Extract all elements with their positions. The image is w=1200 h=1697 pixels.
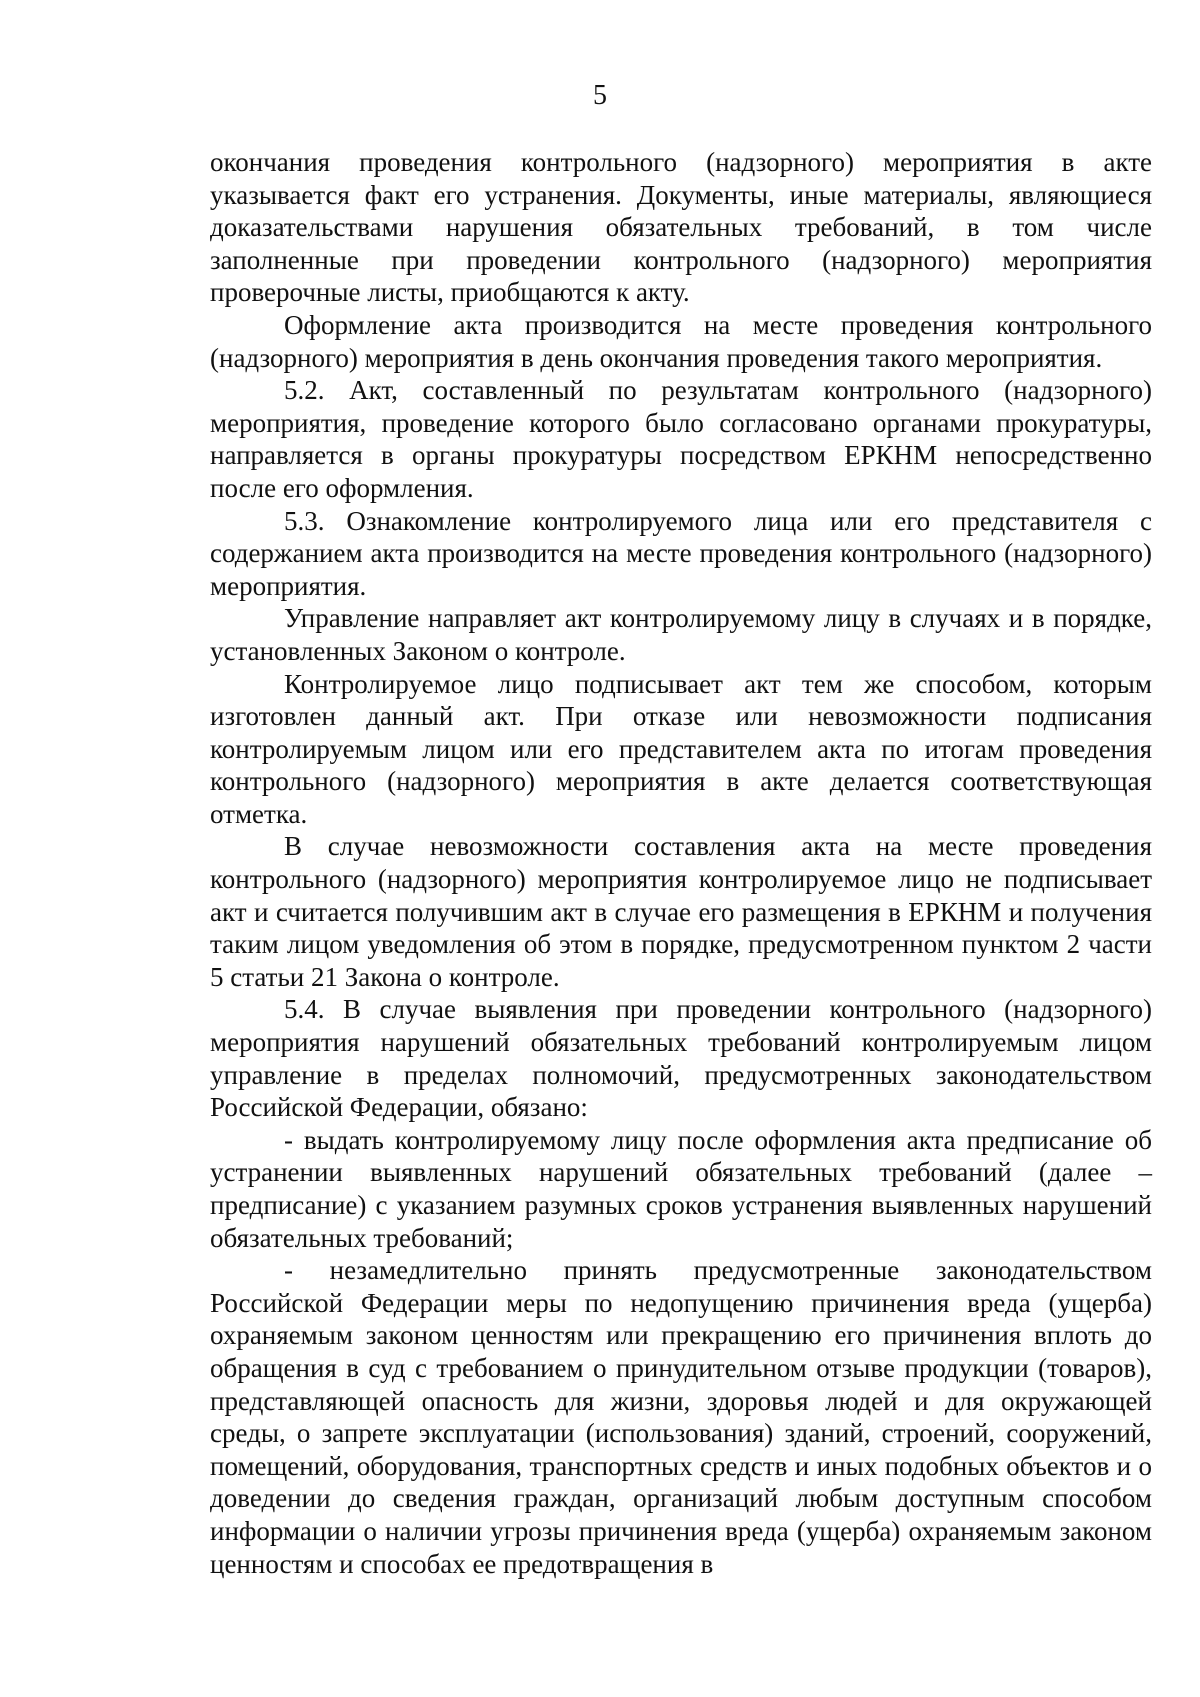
page-number: 5	[593, 80, 607, 111]
paragraph-act-delivery: Управление направляет акт контролируемому лицу в случаях и в порядке, установленных Законом о контроле.	[210, 603, 1152, 666]
paragraph-act-formalization: Оформление акта производится на месте проведения контрольного (надзорного) мероприятия в день окончания проведения такого мероприятия.	[210, 309, 1152, 373]
list-item-issue-order: - выдать контролируемому лицу после оформления акта предписание об устранении выявленных нарушений обязательных требований (далее – предписание) с указанием разумных сроков устранения выявленных нарушений обязательных требований;	[210, 1124, 1152, 1253]
paragraph-5-3: 5.3. Ознакомление контролируемого лица или его представителя с содержанием акта производится на месте проведения контрольного (надзорного) мероприятия.	[210, 505, 1152, 601]
document-body	[210, 146, 1152, 1580]
paragraph-act-signing: Контролируемое лицо подписывает акт тем же способом, которым изготовлен данный акт. При отказе или невозможности подписания контролируемым лицом или его представителем акта по итогам проведения контрольного (надзорного) мероприятия в акте делается соответствующая отметка.	[210, 668, 1152, 829]
paragraph-signing-impossibility: В случае невозможности составления акта на месте проведения контрольного (надзорного) мероприятия контролируемое лицо не подписывает акт и считается получившим акт в случае его размещения в ЕРКНМ и получения таким лицом уведомления об этом в порядке, предусмотренном пунктом 2 части 5 статьи 21 Закона о контроле.	[210, 831, 1152, 992]
list-item-take-measures: - незамедлительно принять предусмотренные законодательством Российской Федерации меры по недопущению причинения вреда (ущерба) охраняемым законом ценностям или прекращению его причинения вплоть до обращения в суд с требованием о принудительном отзыве продукции (товаров), представляющей опасность для жизни, здоровья людей и для окружающей среды, о запрете эксплуатации (использования) зданий, строений, сооружений, помещений, оборудования, транспортных средств и иных подобных объектов и о доведении до сведения граждан, организаций любым доступным способом информации о наличии угрозы причинения вреда (ущерба) охраняемым законом ценностям и способах ее предотвращения в	[210, 1255, 1152, 1579]
paragraph-continuation: окончания проведения контрольного (надзорного) мероприятия в акте указывается факт его устранения. Документы, иные материалы, являющиеся доказательствами нарушения обязательных требований, в том числе заполненные при проведении контрольного (надзорного) мероприятия проверочные листы, приобщаются к акту.	[210, 147, 1152, 308]
paragraph-5-4: 5.4. В случае выявления при проведении контрольного (надзорного) мероприятия нарушений обязательных требований контролируемым лицом управление в пределах полномочий, предусмотренных законодательством Российской Федерации, обязано:	[210, 994, 1152, 1123]
paragraph-5-2: 5.2. Акт, составленный по результатам контрольного (надзорного) мероприятия, проведение которого было согласовано органами прокуратуры, направляется в органы прокуратуры посредством ЕРКНМ непосредственно после его оформления.	[210, 375, 1152, 503]
